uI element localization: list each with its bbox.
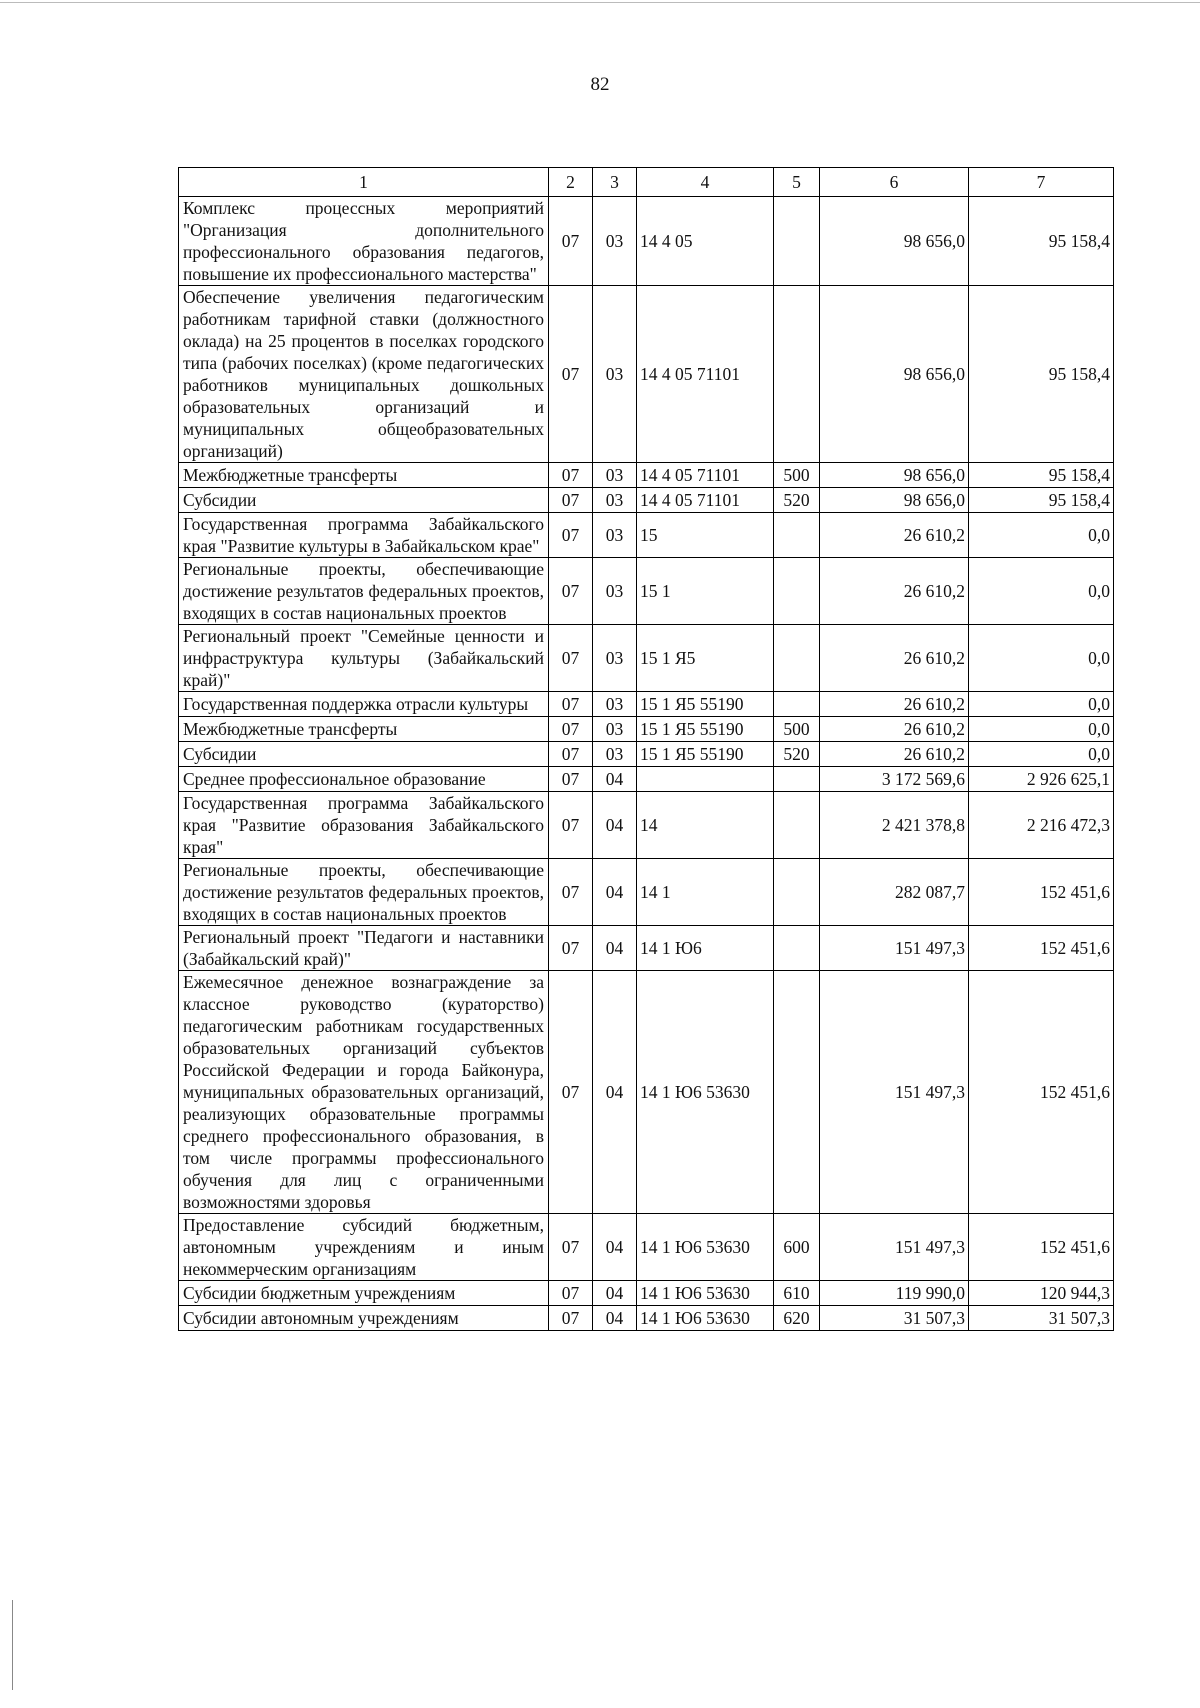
target-article-cell: 14 4 05 71101 [637,488,774,513]
row-name-cell: Межбюджетные трансферты [179,463,549,488]
target-article-cell: 14 1 Ю6 53630 [637,1306,774,1331]
amount-col7-cell: 0,0 [969,717,1114,742]
target-article-cell [637,767,774,792]
subsection-code-cell: 03 [593,286,637,463]
expense-type-cell [774,971,820,1214]
expense-type-cell [774,767,820,792]
table-row [179,625,1114,692]
section-code-cell: 07 [549,488,593,513]
table-row [179,859,1114,926]
section-code-cell: 07 [549,463,593,488]
amount-col6-cell: 26 610,2 [820,558,969,625]
header-cell: 3 [593,168,637,197]
target-article-cell: 14 4 05 71101 [637,463,774,488]
subsection-code-cell: 04 [593,859,637,926]
expense-type-cell: 500 [774,463,820,488]
header-cell: 2 [549,168,593,197]
subsection-code-cell: 04 [593,926,637,971]
amount-col7-cell: 2 216 472,3 [969,792,1114,859]
amount-col7-cell: 2 926 625,1 [969,767,1114,792]
section-code-cell: 07 [549,625,593,692]
row-name-cell: Субсидии [179,488,549,513]
amount-col6-cell: 3 172 569,6 [820,767,969,792]
row-name-cell: Государственная программа Забайкальского края "Развитие образования Забайкальского края" [179,792,549,859]
table-row [179,1306,1114,1331]
amount-col7-cell: 0,0 [969,692,1114,717]
page-number: 82 [590,74,610,95]
amount-col7-cell: 0,0 [969,742,1114,767]
row-name-cell: Обеспечение увеличения педагогическим работникам тарифной ставки (должностного оклада) на 25 процентов в поселках городского типа (рабочих поселках) (кроме педагогических работников муниципальных дошкольных образовательных организаций и муниципальных общеобразовательных организаций) [179,286,549,463]
table-header-row [179,168,1114,197]
subsection-code-cell: 03 [593,488,637,513]
row-name-cell: Региональные проекты, обеспечивающие достижение результатов федеральных проектов, входящих в состав национальных проектов [179,558,549,625]
section-code-cell: 07 [549,742,593,767]
amount-col7-cell: 152 451,6 [969,859,1114,926]
budget-table [178,167,1114,1331]
amount-col6-cell: 98 656,0 [820,197,969,286]
target-article-cell: 14 [637,792,774,859]
table-row [179,767,1114,792]
table-row [179,717,1114,742]
amount-col6-cell: 26 610,2 [820,742,969,767]
amount-col6-cell: 26 610,2 [820,717,969,742]
section-code-cell: 07 [549,197,593,286]
subsection-code-cell: 03 [593,625,637,692]
target-article-cell: 15 1 [637,558,774,625]
amount-col7-cell: 95 158,4 [969,197,1114,286]
scan-margin-mark [12,1600,13,1690]
table-row [179,1214,1114,1281]
table-row [179,286,1114,463]
target-article-cell: 14 1 Ю6 53630 [637,971,774,1214]
table-row [179,1281,1114,1306]
table-row [179,197,1114,286]
expense-type-cell [774,692,820,717]
amount-col7-cell: 95 158,4 [969,286,1114,463]
section-code-cell: 07 [549,767,593,792]
section-code-cell: 07 [549,859,593,926]
expense-type-cell [774,859,820,926]
row-name-cell: Комплекс процессных мероприятий "Организация дополнительного профессионального образования педагогов, повышение их профессионального мастерства" [179,197,549,286]
amount-col7-cell: 152 451,6 [969,971,1114,1214]
section-code-cell: 07 [549,971,593,1214]
table-row [179,488,1114,513]
amount-col6-cell: 31 507,3 [820,1306,969,1331]
table-row [179,971,1114,1214]
amount-col6-cell: 151 497,3 [820,1214,969,1281]
target-article-cell: 15 1 Я5 [637,625,774,692]
amount-col7-cell: 0,0 [969,625,1114,692]
target-article-cell: 15 [637,513,774,558]
row-name-cell: Региональный проект "Семейные ценности и инфраструктура культуры (Забайкальский край)" [179,625,549,692]
expense-type-cell: 610 [774,1281,820,1306]
table-row [179,558,1114,625]
subsection-code-cell: 04 [593,1214,637,1281]
expense-type-cell: 520 [774,488,820,513]
expense-type-cell [774,197,820,286]
target-article-cell: 14 1 Ю6 53630 [637,1281,774,1306]
header-cell: 4 [637,168,774,197]
table-row [179,742,1114,767]
subsection-code-cell: 03 [593,513,637,558]
row-name-cell: Субсидии автономным учреждениям [179,1306,549,1331]
target-article-cell: 14 1 Ю6 [637,926,774,971]
row-name-cell: Предоставление субсидий бюджетным, автономным учреждениям и иным некоммерческим организациям [179,1214,549,1281]
expense-type-cell [774,625,820,692]
expense-type-cell: 520 [774,742,820,767]
row-name-cell: Межбюджетные трансферты [179,717,549,742]
amount-col6-cell: 26 610,2 [820,513,969,558]
table-row [179,513,1114,558]
amount-col6-cell: 98 656,0 [820,488,969,513]
amount-col6-cell: 98 656,0 [820,286,969,463]
header-cell: 5 [774,168,820,197]
section-code-cell: 07 [549,717,593,742]
amount-col7-cell: 0,0 [969,558,1114,625]
table-row [179,926,1114,971]
section-code-cell: 07 [549,1281,593,1306]
amount-col7-cell: 152 451,6 [969,1214,1114,1281]
subsection-code-cell: 04 [593,1306,637,1331]
amount-col6-cell: 151 497,3 [820,971,969,1214]
subsection-code-cell: 03 [593,558,637,625]
table-row [179,692,1114,717]
table-row [179,792,1114,859]
amount-col7-cell: 152 451,6 [969,926,1114,971]
amount-col6-cell: 26 610,2 [820,692,969,717]
section-code-cell: 07 [549,558,593,625]
row-name-cell: Субсидии бюджетным учреждениям [179,1281,549,1306]
subsection-code-cell: 04 [593,767,637,792]
amount-col7-cell: 120 944,3 [969,1281,1114,1306]
amount-col7-cell: 0,0 [969,513,1114,558]
subsection-code-cell: 03 [593,197,637,286]
amount-col7-cell: 95 158,4 [969,488,1114,513]
header-cell: 6 [820,168,969,197]
header-cell: 7 [969,168,1114,197]
amount-col7-cell: 95 158,4 [969,463,1114,488]
subsection-code-cell: 03 [593,742,637,767]
expense-type-cell [774,926,820,971]
target-article-cell: 14 1 [637,859,774,926]
amount-col6-cell: 119 990,0 [820,1281,969,1306]
section-code-cell: 07 [549,792,593,859]
row-name-cell: Государственная поддержка отрасли культуры [179,692,549,717]
scan-edge-line [0,2,1200,3]
subsection-code-cell: 03 [593,463,637,488]
target-article-cell: 15 1 Я5 55190 [637,742,774,767]
target-article-cell: 15 1 Я5 55190 [637,717,774,742]
subsection-code-cell: 04 [593,1281,637,1306]
row-name-cell: Субсидии [179,742,549,767]
amount-col6-cell: 2 421 378,8 [820,792,969,859]
amount-col6-cell: 26 610,2 [820,625,969,692]
amount-col6-cell: 282 087,7 [820,859,969,926]
header-cell: 1 [179,168,549,197]
section-code-cell: 07 [549,692,593,717]
expense-type-cell [774,513,820,558]
section-code-cell: 07 [549,1214,593,1281]
amount-col6-cell: 151 497,3 [820,926,969,971]
section-code-cell: 07 [549,1306,593,1331]
section-code-cell: 07 [549,286,593,463]
expense-type-cell: 500 [774,717,820,742]
target-article-cell: 14 4 05 71101 [637,286,774,463]
expense-type-cell [774,558,820,625]
row-name-cell: Региональный проект "Педагоги и наставники (Забайкальский край)" [179,926,549,971]
expense-type-cell [774,792,820,859]
subsection-code-cell: 03 [593,692,637,717]
expense-type-cell [774,286,820,463]
row-name-cell: Среднее профессиональное образование [179,767,549,792]
subsection-code-cell: 03 [593,717,637,742]
expense-type-cell: 620 [774,1306,820,1331]
subsection-code-cell: 04 [593,792,637,859]
amount-col6-cell: 98 656,0 [820,463,969,488]
expense-type-cell: 600 [774,1214,820,1281]
table-row [179,463,1114,488]
amount-col7-cell: 31 507,3 [969,1306,1114,1331]
row-name-cell: Государственная программа Забайкальского края "Развитие культуры в Забайкальском крае" [179,513,549,558]
row-name-cell: Региональные проекты, обеспечивающие достижение результатов федеральных проектов, входящих в состав национальных проектов [179,859,549,926]
target-article-cell: 14 1 Ю6 53630 [637,1214,774,1281]
row-name-cell: Ежемесячное денежное вознаграждение за классное руководство (кураторство) педагогическим работникам государственных образовательных организаций субъектов Российской Федерации и города Байконура, муниципальных образовательных организаций, реализующих образовательные программы среднего профессионального образования, в том числе программы профессионального обучения для лиц с ограниченными возможностями здоровья [179,971,549,1214]
target-article-cell: 15 1 Я5 55190 [637,692,774,717]
section-code-cell: 07 [549,926,593,971]
section-code-cell: 07 [549,513,593,558]
target-article-cell: 14 4 05 [637,197,774,286]
table-body [179,168,1114,1331]
subsection-code-cell: 04 [593,971,637,1214]
